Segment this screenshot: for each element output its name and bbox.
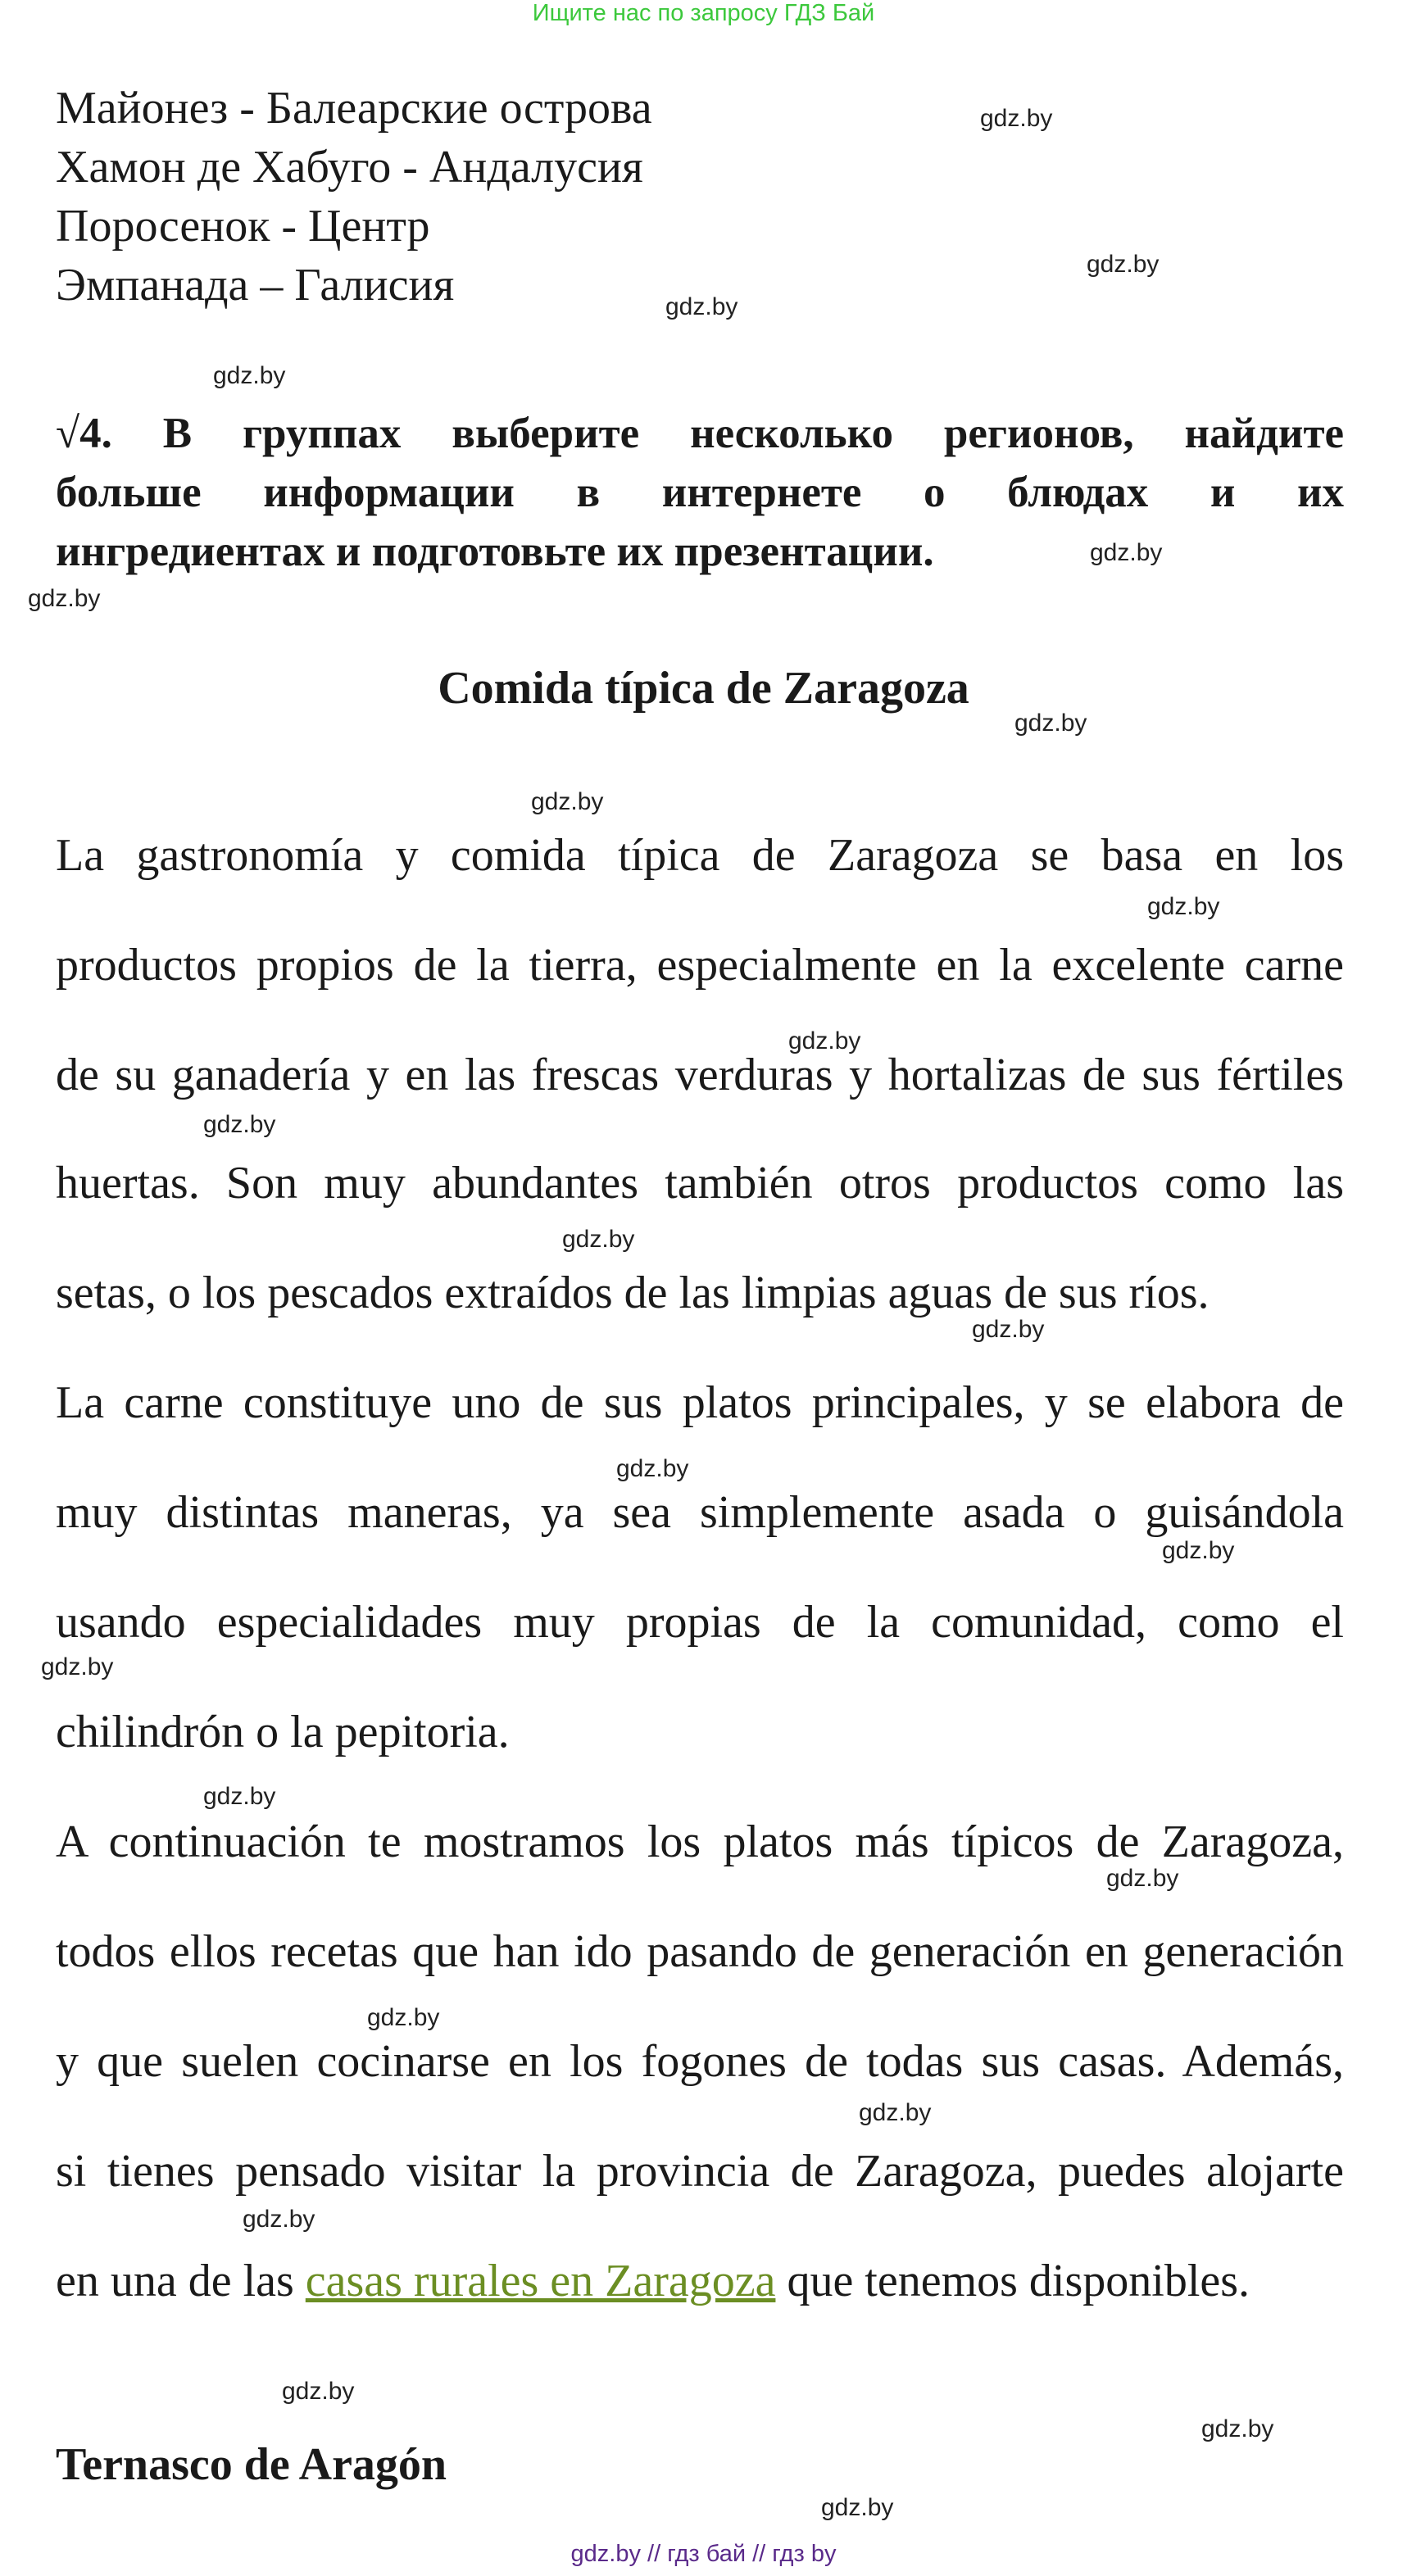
watermark: gdz.by [282,2378,355,2405]
watermark: gdz.by [980,105,1053,132]
watermark: gdz.by [531,788,604,815]
watermark: gdz.by [213,362,286,389]
body-line: setas, o los pescados extraídos de las limpias aguas de sus ríos. [56,1268,1210,1318]
body-line: todos ellos recetas que han ido pasando de generación en generación [56,1926,1344,1977]
body-line: La gastronomía y comida típica de Zaragoza se basa en los [56,830,1344,881]
watermark: gdz.by [243,2206,315,2233]
body-line: muy distintas maneras, ya sea simplemente asada o guisándola [56,1487,1344,1538]
task-line: больше информации в интернете о блюдах и их [56,469,1344,516]
body-line: productos propios de la tierra, especialmente en la excelente carne [56,940,1344,991]
top-banner: Ищите нас по запросу ГДЗ Бай [532,0,875,26]
footer: gdz.by // гдз бай // гдз by [570,2541,837,2567]
watermark: gdz.by [1106,1865,1179,1892]
task-line: √4. В группах выберите несколько регионов, найдите [56,410,1344,457]
watermark: gdz.by [616,1455,689,1482]
watermark: gdz.by [821,2494,894,2521]
body-line: chilindrón o la pepitoria. [56,1707,510,1757]
watermark: gdz.by [28,585,101,612]
section-title: Comida típica de Zaragoza [438,663,969,714]
watermark: gdz.by [41,1653,114,1680]
dish-region-pair: Эмпанада – Галисия [56,260,455,311]
dish-region-pair: Майонез - Балеарские острова [56,83,652,134]
body-line: usando especialidades muy propias de la comunidad, como el [56,1597,1344,1648]
watermark: gdz.by [1147,893,1220,920]
dish-region-pair: Поросенок - Центр [56,201,430,252]
casas-rurales-link[interactable]: casas rurales en Zaragoza [305,2256,776,2306]
watermark: gdz.by [1014,710,1087,737]
watermark: gdz.by [562,1226,635,1253]
watermark: gdz.by [788,1027,861,1054]
watermark: gdz.by [665,293,738,320]
body-text-before-link: en una de las [56,2256,306,2306]
body-line-with-link [56,2255,1344,2307]
watermark: gdz.by [972,1316,1045,1343]
watermark: gdz.by [367,2004,440,2031]
watermark: gdz.by [203,1783,276,1810]
task-line: ингредиентах и подготовьте их презентации. [56,528,934,575]
body-line: si tienes pensado visitar la provincia de Zaragoza, puedes alojarte [56,2146,1344,2197]
watermark: gdz.by [1201,2415,1274,2442]
watermark: gdz.by [1087,251,1160,278]
dish-region-pair: Хамон де Хабуго - Андалусия [56,142,643,193]
dish-title: Ternasco de Aragón [56,2439,447,2490]
body-line: y que suelen cocinarse en los fogones de todas sus casas. Además, [56,2036,1344,2087]
watermark: gdz.by [203,1111,276,1138]
watermark: gdz.by [859,2099,932,2126]
watermark: gdz.by [1090,539,1163,566]
body-line: de su ganadería y en las frescas verduras y hortalizas de sus fértiles [56,1050,1344,1100]
body-line: La carne constituye uno de sus platos principales, y se elabora de [56,1377,1344,1428]
body-line: huertas. Son muy abundantes también otros productos como las [56,1158,1344,1209]
body-line: A continuación te mostramos los platos más típicos de Zaragoza, [56,1816,1344,1867]
body-text-after-link: que tenemos disponibles. [775,2256,1250,2306]
watermark: gdz.by [1162,1537,1235,1564]
